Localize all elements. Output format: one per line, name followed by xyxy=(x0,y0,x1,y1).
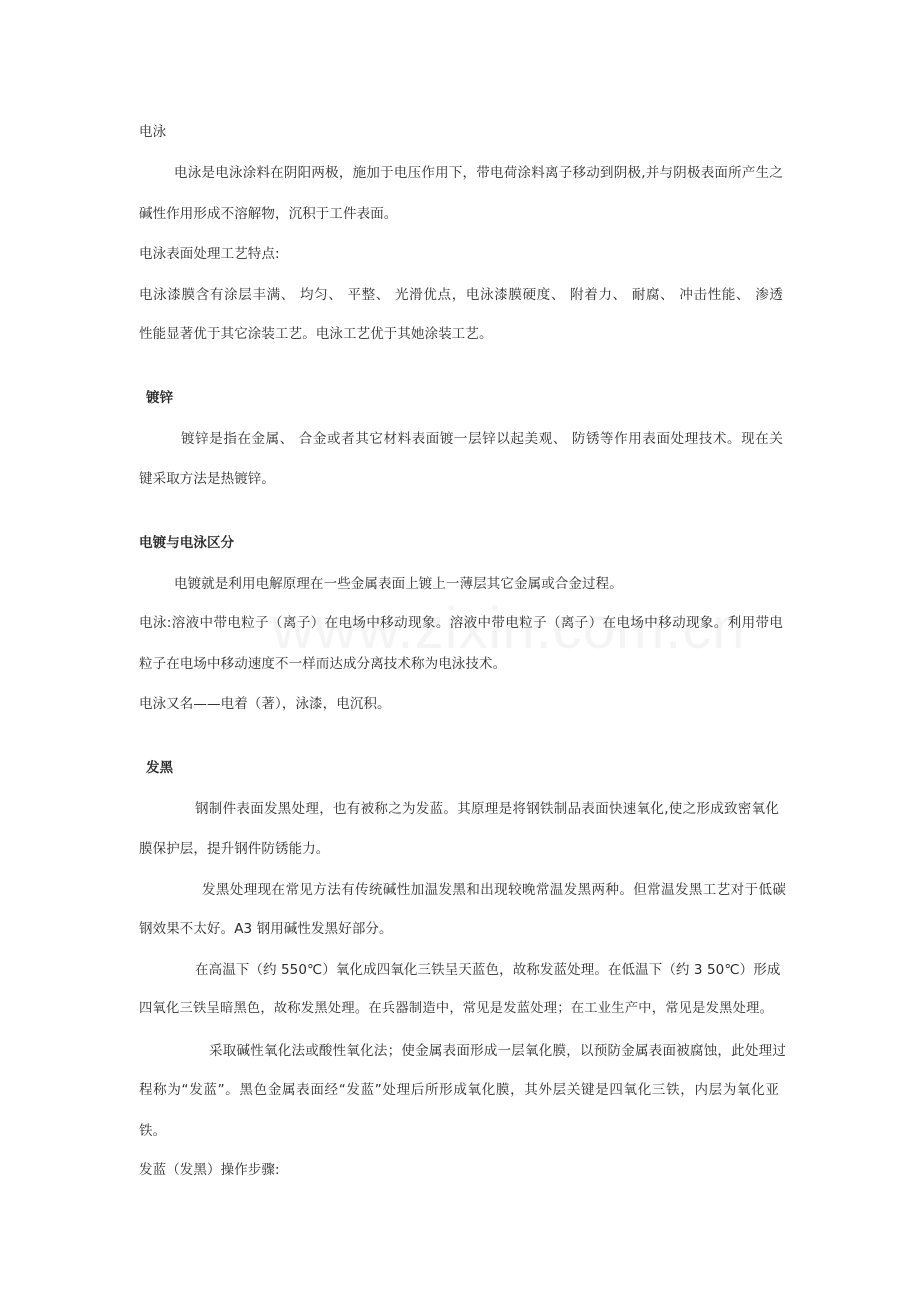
paragraph-line: 粒子在电场中移动速度不一样而达成分离技术称为电泳技术。 xyxy=(139,656,507,672)
section-title-difference: 电镀与电泳区分 xyxy=(139,535,235,551)
section-title-blackening: 发黑 xyxy=(146,760,174,776)
paragraph-line: 键采取方法是热镀锌。 xyxy=(139,471,275,487)
paragraph-line: 电泳:溶液中带电粒子（离子）在电场中移动现象。溶液中带电粒子（离子）在电场中移动现象。利用带电 xyxy=(139,615,783,631)
paragraph-line: 发黑处理现在常见方法有传统碱性加温发黑和出现较晚常温发黑两种。但常温发黑工艺对于低碳 xyxy=(202,882,786,898)
paragraph-line: 钢效果不太好。A3 钢用碱性发黑好部分。 xyxy=(139,921,393,937)
paragraph-line: 碱性作用形成不溶解物，沉积于工件表面。 xyxy=(139,206,398,222)
paragraph-line: 钢制件表面发黑处理，也有被称之为发蓝。其原理是将钢铁制品表面快速氧化,使之形成致密氧化 xyxy=(195,801,779,817)
paragraph-line: 性能显著优于其它涂装工艺。电泳工艺优于其她涂装工艺。 xyxy=(139,326,493,342)
paragraph-line: 膜保护层，提升钢件防锈能力。 xyxy=(139,841,330,857)
paragraph-line: 电镀就是利用电解原理在一些金属表面上镀上一薄层其它金属或合金过程。 xyxy=(174,576,623,592)
paragraph-line: 铁。 xyxy=(139,1123,167,1139)
paragraph-line: 电泳是电泳涂料在阴阳两极，施加于电压作用下，带电荷涂料离子移动到阴极,并与阴极表面所产生之 xyxy=(174,165,783,181)
paragraph-line: 采取碱性氧化法或酸性氧化法；使金属表面形成一层氧化膜，以预防金属表面被腐蚀，此处理过 xyxy=(209,1043,786,1059)
paragraph-line: 四氧化三铁呈暗黑色，故称发黑处理。在兵器制造中，常见是发蓝处理；在工业生产中，常见是发黑处理。 xyxy=(139,1001,773,1016)
section-title-galvanizing: 镀锌 xyxy=(146,390,174,406)
steps-heading: 发蓝（发黑）操作步骤: xyxy=(139,1162,280,1178)
features-heading: 电泳表面处理工艺特点: xyxy=(139,246,280,262)
paragraph-line: 在高温下（约 550℃）氧化成四氧化三铁呈天蓝色，故称发蓝处理。在低温下（约 3 50℃）形成 xyxy=(195,962,781,978)
section-title-electrophoresis: 电泳 xyxy=(139,124,167,140)
paragraph-line: 电泳漆膜含有涂层丰满、 均匀、 平整、 光滑优点，电泳漆膜硬度、 附着力、 耐腐、 冲击性能、 渗透 xyxy=(139,287,783,303)
paragraph-line: 程称为“发蓝”。黑色金属表面经“发蓝”处理后所形成氧化膜，其外层关键是四氧化三铁，内层为氧化亚 xyxy=(139,1082,779,1098)
paragraph-line: 电泳又名——电着（著），泳漆，电沉积。 xyxy=(139,696,391,712)
paragraph-line: 镀锌是指在金属、 合金或者其它材料表面镀一层锌以起美观、 防锈等作用表面处理技术。现在关 xyxy=(181,431,783,447)
